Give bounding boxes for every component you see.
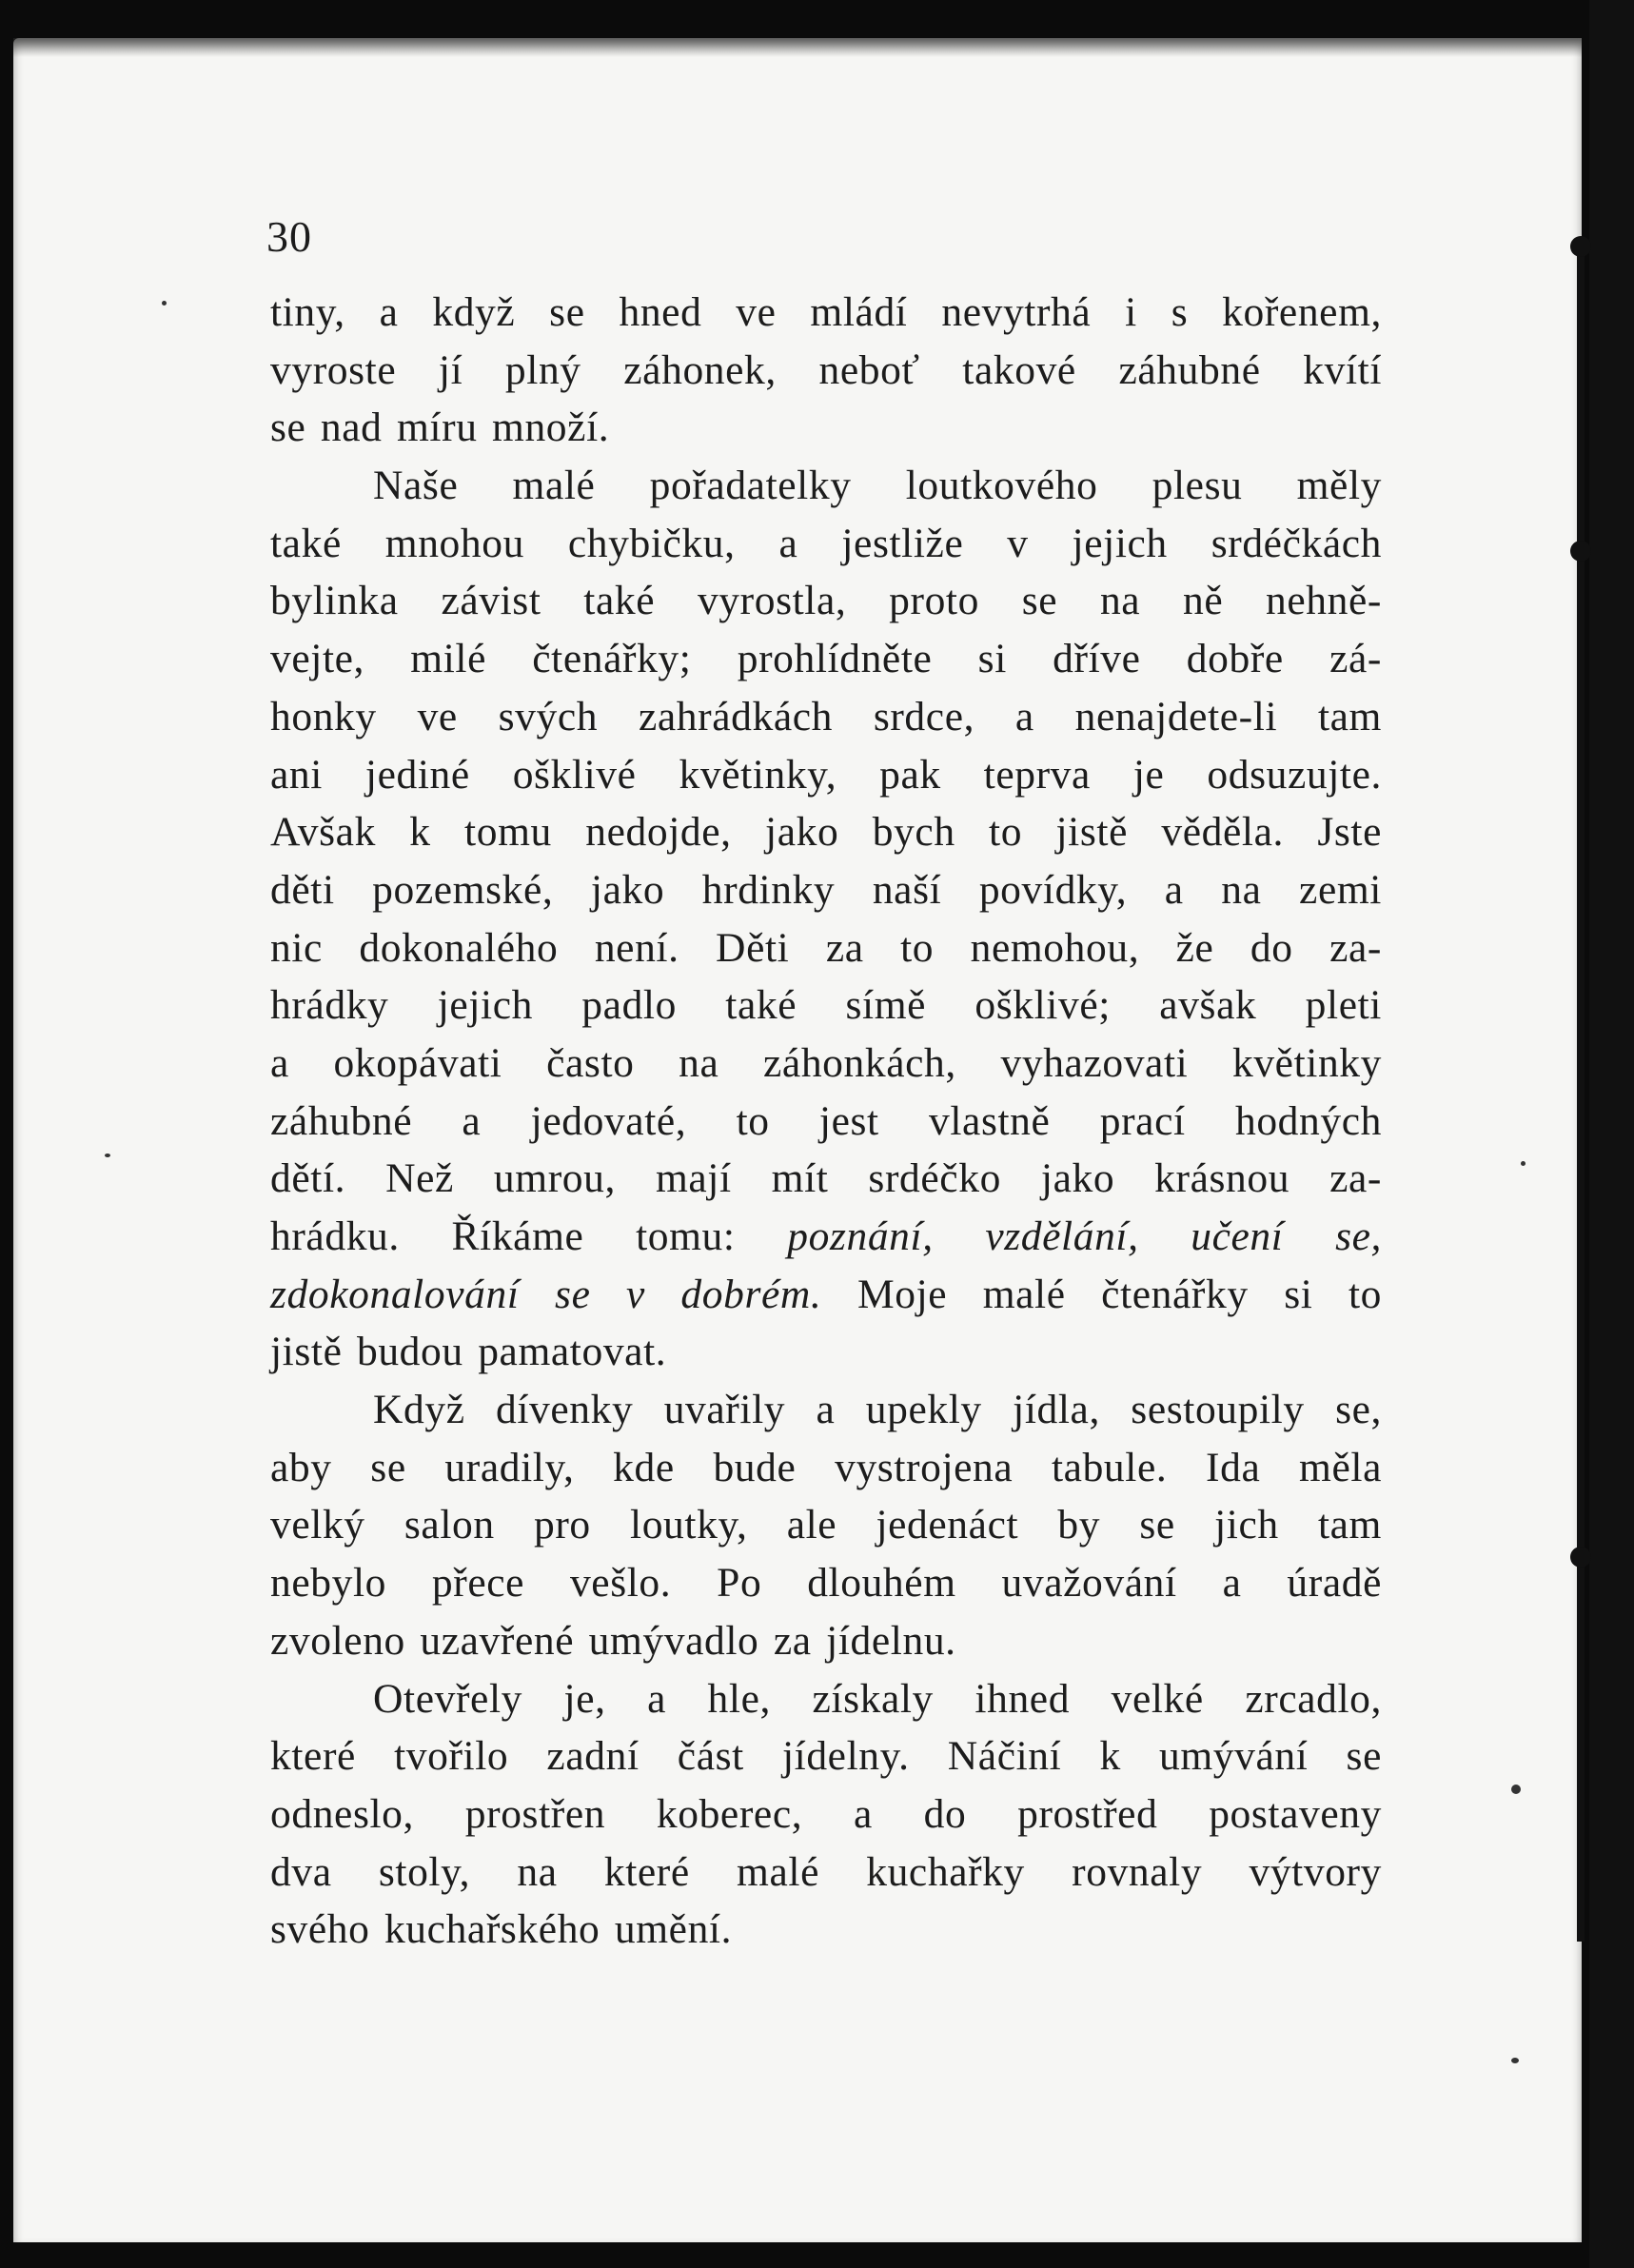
text-line: hrádky jejich padlo také símě ošklivé; avšak pleti [270,982,1382,1029]
text-line: dětí. Než umrou, mají mít srdéčko jako krásnou za- [270,1155,1382,1202]
text-line: aby se uradily, kde bude vystrojena tabule. Ida měla [270,1444,1382,1490]
page-top-shadow [13,38,1582,57]
text-line: svého kuchařského umění. [270,1906,733,1953]
text-line: vyroste jí plný záhonek, neboť takové záhubné kvítí [270,346,1382,393]
text-line: Otevřely je, a hle, získaly ihned velké zrcadlo, [373,1675,1382,1722]
scan-speck [162,301,167,306]
scan-speck [1521,1161,1526,1166]
text-line: Naše malé pořadatelky loutkového plesu měly [373,463,1382,509]
text-line: dva stoly, na které malé kuchařky rovnaly výtvory [270,1848,1382,1895]
edge-mark [1570,236,1591,257]
scan-background-edge [1589,0,1634,2268]
text-line: také mnohou chybičku, a jestliže v jejich srdéčkách [270,520,1382,566]
text-line: ani jediné ošklivé květinky, pak teprva je odsuzujte. [270,751,1382,798]
text-line: a okopávati často na záhonkách, vyhazovati květinky [270,1039,1382,1086]
text-line: děti pozemské, jako hrdinky naší povídky, a na zemi [270,866,1382,913]
text-line: záhubné a jedovaté, to jest vlastně prací hodných [270,1097,1382,1144]
text-line: Když dívenky uvařily a upekly jídla, sestoupily se, [373,1387,1382,1433]
text-line: tiny, a když se hned ve mládí nevytrhá i s kořenem, [270,289,1382,335]
scan-speck [1511,2058,1519,2063]
italic-phrase: zdokonalování se v dobrém. [270,1271,822,1317]
edge-mark [1570,1547,1591,1568]
italic-phrase: poznání, vzdělání, učení se, [787,1213,1383,1259]
text-line: vejte, milé čtenářky; prohlídněte si dříve dobře zá- [270,636,1382,682]
text-line: odneslo, prostřen koberec, a do prostřed postaveny [270,1790,1382,1837]
text-line: zvoleno uzavřené umývadlo za jídelnu. [270,1617,956,1664]
text-line: bylinka závist také vyrostla, proto se na ně nehně- [270,578,1382,624]
text-run: hrádku. Říkáme tomu: [270,1213,788,1259]
text-line-mixed [270,1208,1382,1266]
text-line-mixed [270,1266,1382,1324]
page-binding-edge [1577,238,1585,1942]
text-line: jistě budou pamatovat. [270,1329,667,1375]
body-text [270,284,1382,1959]
text-line: nebylo přece vešlo. Po dlouhém uvažování a úradě [270,1560,1382,1607]
page-number: 30 [266,212,312,261]
text-line: Avšak k tomu nedojde, jako bych to jistě věděla. Jste [270,809,1382,856]
text-line: nic dokonalého není. Děti za to nemohou, že do za- [270,924,1382,971]
scan-speck [105,1154,110,1157]
text-run: Moje malé čtenářky si to [821,1271,1383,1317]
scan-speck [1511,1785,1521,1794]
text-line: které tvořilo zadní část jídelny. Náčiní k umývání se [270,1733,1382,1780]
edge-mark [1570,541,1591,562]
text-line: velký salon pro loutky, ale jedenáct by se jich tam [270,1502,1382,1548]
text-line: honky ve svých zahrádkách srdce, a nenajdete-li tam [270,693,1382,740]
text-line: se nad míru množí. [270,404,610,451]
